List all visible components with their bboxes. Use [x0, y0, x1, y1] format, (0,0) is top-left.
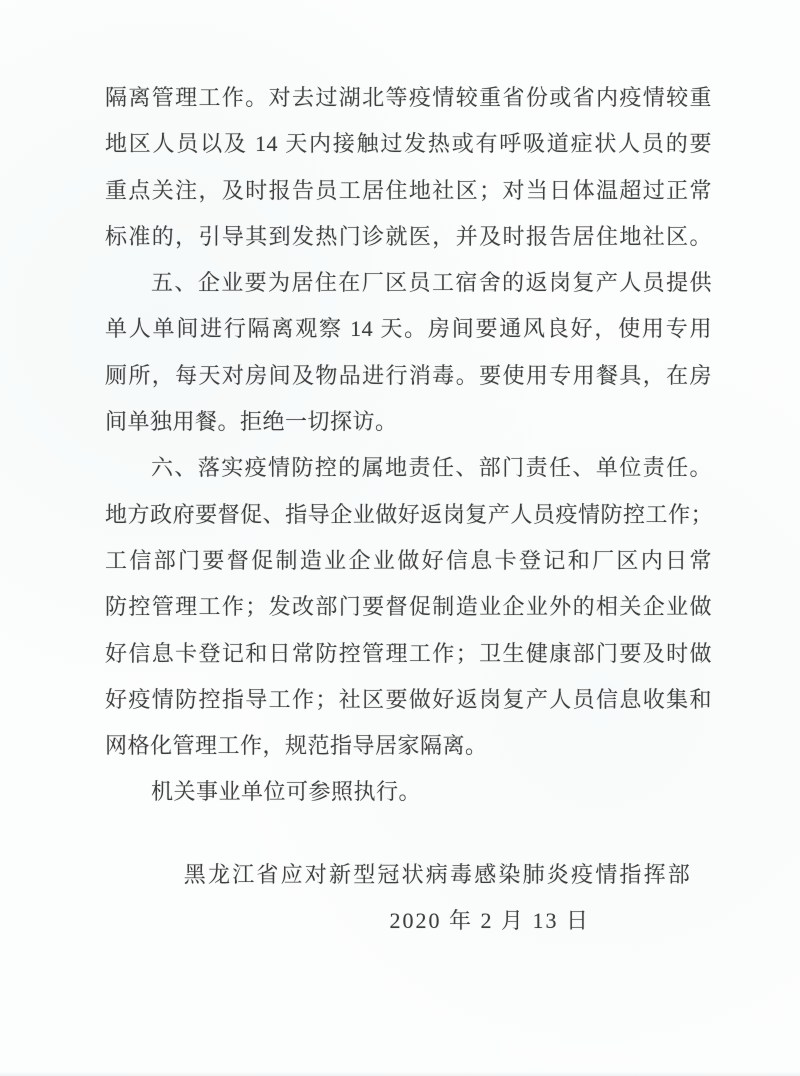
text-line-closing: 机关事业单位可参照执行。 [151, 779, 422, 805]
document-body [105, 75, 712, 816]
text-line: 厕所，每天对房间及物品进行消毒。要使用专用餐具，在房 [105, 362, 712, 388]
text-line: 重点关注，及时报告员工居住地社区；对当日体温超过正常 [105, 177, 712, 203]
text-line: 好疫情防控指导工作；社区要做好返岗复产人员信息收集和 [105, 686, 712, 712]
text-line-paragraph-6-start: 六、落实疫情防控的属地责任、部门责任、单位责任。 [151, 455, 712, 481]
scan-edge [0, 1072, 800, 1076]
text-line: 单人单间进行隔离观察 14 天。房间要通风良好，使用专用 [105, 316, 712, 342]
issuing-authority-signature: 黑龙江省应对新型冠状病毒感染肺炎疫情指挥部 [183, 861, 692, 887]
text-line: 隔离管理工作。对去过湖北等疫情较重省份或省内疫情较重 [105, 85, 712, 110]
text-line: 防控管理工作；发改部门要督促制造业企业外的相关企业做 [105, 594, 712, 620]
text-line-paragraph-5-start: 五、企业要为居住在厂区员工宿舍的返岗复产人员提供 [151, 270, 712, 296]
text-line: 地区人员以及 14 天内接触过发热或有呼吸道症状人员的要 [105, 131, 712, 157]
text-line: 工信部门要督促制造业企业做好信息卡登记和厂区内日常 [105, 547, 712, 573]
text-line: 间单独用餐。拒绝一切探访。 [105, 409, 398, 435]
text-line: 好信息卡登记和日常防控管理工作；卫生健康部门要及时做 [105, 640, 712, 666]
document-date: 2020 年 2 月 13 日 [389, 908, 590, 934]
text-line: 地方政府要督促、指导企业做好返岗复产人员疫情防控工作； [105, 501, 712, 527]
text-line: 网格化管理工作，规范指导居家隔离。 [105, 733, 488, 759]
text-line: 标准的，引导其到发热门诊就医，并及时报告居住地社区。 [105, 223, 712, 249]
